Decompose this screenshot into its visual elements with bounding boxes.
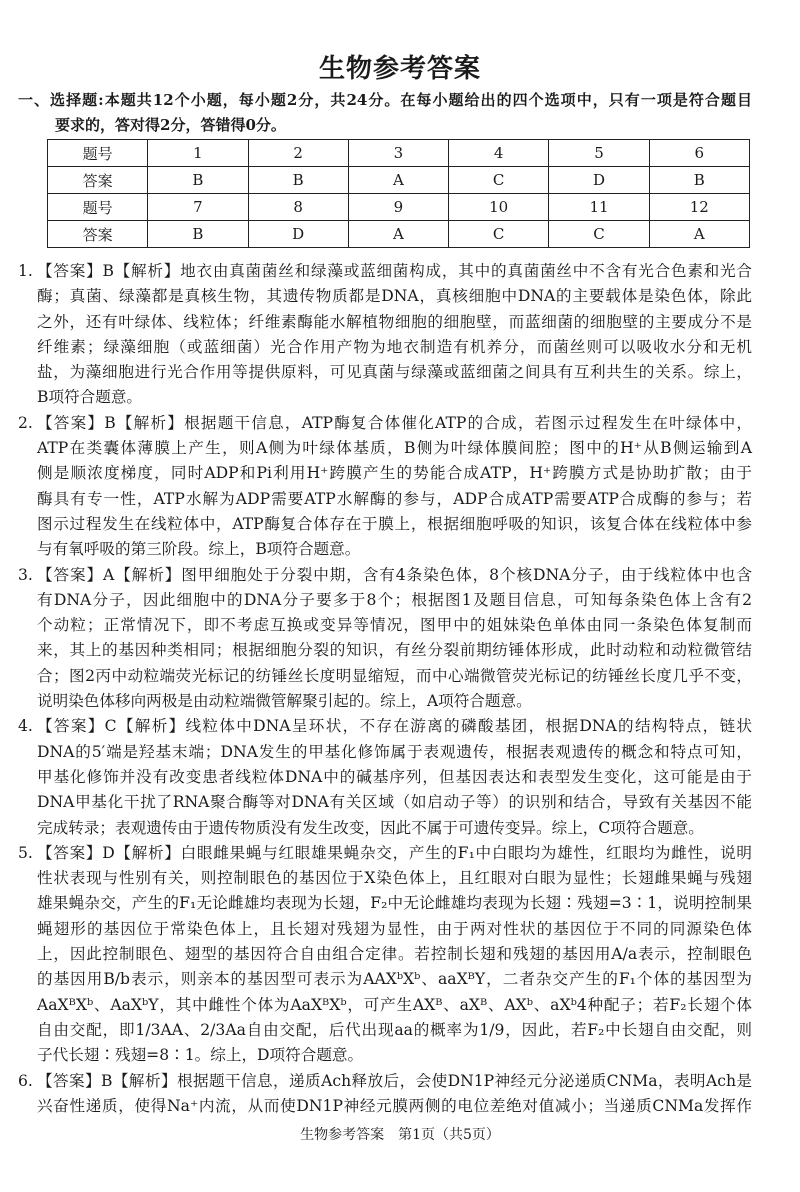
- table-cell: B: [248, 167, 348, 194]
- line-text: 完成转录；表观遗传由于遗传物质没有发生改变，因此不属于可遗传变异。综上，C项符合题意。: [37, 818, 704, 837]
- text-line: [0, 1018, 752, 1043]
- text-line: [0, 790, 752, 815]
- page-title: 生物参考答案: [318, 54, 481, 84]
- answer-explanation: [0, 411, 800, 563]
- line-text: AaXᴮXᵇ、AaXᵇY，其中雌性个体为AaXᴮXᵇ，可产生AXᴮ、aXᴮ、AXᵇ、aXᵇ4种配子；若F₂长翅个体: [37, 995, 752, 1014]
- table-cell: B: [148, 221, 248, 248]
- row-header-cell: 答案: [48, 221, 148, 248]
- text-line: [0, 740, 752, 765]
- line-text: B项符合题意。: [37, 388, 143, 407]
- item-number: 5.: [18, 843, 33, 862]
- row-header-cell: 答案: [48, 167, 148, 194]
- table-row: [48, 221, 750, 248]
- table-cell: 11: [549, 194, 649, 221]
- text-line: [0, 436, 752, 461]
- table-row: [48, 167, 750, 194]
- table-cell: B: [649, 167, 749, 194]
- table-cell: A: [649, 221, 749, 248]
- text-line: [0, 613, 752, 638]
- text-line: [0, 993, 752, 1018]
- table-cell: 2: [248, 140, 348, 167]
- text-line: [0, 512, 752, 537]
- line-text: 酶具有专一性，ATP水解为ADP需要ATP水解酶的参与，ADP合成ATP需要ATP合成酶的参与；若: [37, 489, 752, 508]
- line-text: 图示过程发生在线粒体中，ATP酶复合体存在于膜上，根据细胞呼吸的知识，该复合体在线粒体中参: [37, 514, 752, 533]
- line-text: 【答案】B【解析】地衣由真菌菌丝和绿藻或蓝细菌构成，其中的真菌菌丝中不含有光合色素和光合: [37, 262, 752, 280]
- text-line: [0, 866, 752, 891]
- line-text: 上，因此控制眼色、翅型的基因符合自由组合定律。若控制长翅和残翅的基因用A/a表示，控制眼色: [37, 945, 752, 964]
- page-footer: 生物参考答案 第1页（共5页）: [300, 1127, 500, 1143]
- text-line: [0, 1094, 752, 1119]
- line-text: 的基因用B/b表示，则亲本的基因型可表示为AAXᵇXᵇ、aaXᴮY，二者杂交产生的F₁个体的基因型为: [37, 970, 752, 989]
- answer-explanation: [0, 563, 800, 715]
- line-text: 【答案】A【解析】图甲细胞处于分裂中期，含有4条染色体，8个核DNA分子，由于线粒体中也含: [37, 565, 752, 584]
- item-number: 4.: [18, 717, 33, 736]
- line-text: 性状表现与性别有关，则控制眼色的基因位于X染色体上，且红眼对白眼为显性；长翅雌果蝇与残翅: [37, 869, 752, 888]
- text-line: [0, 335, 752, 360]
- item-number: 3.: [18, 565, 33, 584]
- text-line: [0, 310, 752, 335]
- line-text: DNA的5′端是羟基末端；DNA发生的甲基化修饰属于表观遗传，根据表观遗传的概念和特点可知，: [37, 742, 752, 761]
- line-text: DNA甲基化干扰了RNA聚合酶等对DNA有关区域（如启动子等）的识别和结合，导致有关基因不能: [37, 793, 752, 812]
- table-cell: 5: [549, 140, 649, 167]
- section-instructions: [18, 88, 752, 138]
- text-line: [0, 563, 752, 588]
- explanations: [0, 259, 800, 1119]
- text-line: [0, 841, 752, 866]
- table-cell: D: [549, 167, 649, 194]
- item-number: 2.: [18, 413, 33, 432]
- table-cell: C: [449, 167, 549, 194]
- line-text: 【答案】B【解析】根据题干信息，ATP酶复合体催化ATP的合成，若图示过程发生在叶绿体中，: [37, 413, 752, 432]
- item-number: 1.: [18, 262, 33, 280]
- row-header-cell: 题号: [48, 194, 148, 221]
- text-line: [0, 816, 752, 841]
- table-cell: 7: [148, 194, 248, 221]
- line-text: 【答案】C【解析】线粒体中DNA呈环状，不存在游离的磷酸基团，根据DNA的结构特点，链状: [37, 717, 752, 736]
- table-cell: C: [449, 221, 549, 248]
- section-line-2: 要求的，答对得2分，答错得0分。: [55, 116, 286, 134]
- table-cell: 10: [449, 194, 549, 221]
- text-line: [0, 967, 752, 992]
- table-cell: C: [549, 221, 649, 248]
- table-cell: 3: [348, 140, 448, 167]
- line-text: 个动粒；正常情况下，即不考虑互换或变异等情况，图甲中的姐妹染色单体由同一条染色体复制而: [37, 616, 752, 635]
- text-line: [0, 461, 752, 486]
- answer-explanation: [0, 259, 800, 411]
- text-line: [0, 891, 752, 916]
- text-line: [0, 638, 752, 663]
- line-text: 蝇翅形的基因位于常染色体上，且长翅对残翅为显性，由于两对性状的基因位于不同的同源染色体: [37, 919, 752, 938]
- text-line: [0, 765, 752, 790]
- table-cell: A: [348, 221, 448, 248]
- line-text: 盐，为藻细胞进行光合作用等提供原料，可见真菌与绿藻或蓝细菌之间具有互利共生的关系。综上，: [37, 363, 752, 382]
- table-cell: 1: [148, 140, 248, 167]
- text-line: [0, 942, 752, 967]
- text-line: [0, 537, 752, 562]
- text-line: [0, 1069, 752, 1094]
- text-line: [0, 1043, 752, 1068]
- line-text: 有DNA分子，因此细胞中的DNA分子要多于8个；根据图1及题目信息，可知每条染色体上含有2: [37, 590, 752, 609]
- section-line-1: 一、选择题:本题共12个小题，每小题2分，共24分。在每小题给出的四个选项中，只有一项是符合题目: [18, 91, 752, 109]
- line-text: 纤维素；绿藻细胞（或蓝细菌）光合作用产物为地衣制造有机养分，而菌丝则可以吸收水分和无机: [37, 337, 752, 356]
- line-text: 甲基化修饰并没有改变患者线粒体DNA中的碱基序列，但基因表达和表型发生变化，这可能是由于: [37, 767, 752, 786]
- text-line: [0, 588, 752, 613]
- line-text: 子代长翅∶残翅=8∶1。综上，D项符合题意。: [37, 1046, 364, 1065]
- line-text: 说明染色体移向两极是由动粒端微管解聚引起的。综上，A项符合题意。: [37, 692, 532, 711]
- text-line: [0, 714, 752, 739]
- table-cell: 8: [248, 194, 348, 221]
- line-text: 自由交配，即1/3AA、2/3Aa自由交配，后代出现aa的概率为1/9，因此，若F₂中长翅自由交配，则: [37, 1020, 752, 1039]
- answer-table: [47, 139, 750, 248]
- table-cell: 9: [348, 194, 448, 221]
- line-text: ATP在类囊体薄膜上产生，则A侧为叶绿体基质，B侧为叶绿体膜间腔；图中的H⁺从B侧运输到A: [37, 439, 752, 458]
- line-text: 合；图2丙中动粒端荧光标记的纺锤丝长度明显缩短，而中心端微管荧光标记的纺锤丝长度几乎不变，: [37, 666, 752, 685]
- table-cell: 4: [449, 140, 549, 167]
- text-line: [0, 664, 752, 689]
- line-text: 【答案】D【解析】白眼雌果蝇与红眼雄果蝇杂交，产生的F₁中白眼均为雄性，红眼均为雌性，说明: [37, 843, 752, 862]
- answer-explanation: [0, 1069, 800, 1120]
- table-cell: B: [148, 167, 248, 194]
- line-text: 与有氧呼吸的第三阶段。综上，B项符合题意。: [37, 540, 361, 559]
- answer-explanation: [0, 714, 800, 840]
- line-text: 酶；真菌、绿藻都是真核生物，其遗传物质都是DNA，真核细胞中DNA的主要载体是染色体，除此: [37, 287, 752, 306]
- table-cell: 12: [649, 194, 749, 221]
- table-row: [48, 194, 750, 221]
- table-cell: 6: [649, 140, 749, 167]
- line-text: 雄果蝇杂交，产生的F₁无论雌雄均表现为长翅，F₂中无论雌雄均表现为长翅∶残翅=3∶1，说明控制果: [37, 894, 752, 913]
- row-header-cell: 题号: [48, 140, 148, 167]
- text-line: [0, 917, 752, 942]
- text-line: [0, 385, 752, 410]
- line-text: 侧是顺浓度梯度，同时ADP和Pi利用H⁺跨膜产生的势能合成ATP，H⁺跨膜方式是协助扩散；由于: [37, 464, 752, 483]
- table-cell: A: [348, 167, 448, 194]
- text-line: [0, 689, 752, 714]
- line-text: 来，其上的基因种类相同；根据细胞分裂的知识，有丝分裂前期纺锤体形成，此时动粒和动粒微管结: [37, 641, 752, 660]
- text-line: [0, 411, 752, 436]
- line-text: 兴奋性递质，使得Na⁺内流，从而使DN1P神经元膜两侧的电位差绝对值减小；当递质CNMa发挥作: [37, 1096, 752, 1115]
- table-cell: D: [248, 221, 348, 248]
- line-text: 【答案】B【解析】根据题干信息，递质Ach释放后，会使DN1P神经元分泌递质CNMa，表明Ach是: [37, 1071, 752, 1090]
- text-line: [0, 487, 752, 512]
- text-line: [0, 259, 752, 284]
- item-number: 6.: [18, 1071, 33, 1090]
- text-line: [0, 284, 752, 309]
- table-row: [48, 140, 750, 167]
- answer-explanation: [0, 841, 800, 1069]
- line-text: 之外，还有叶绿体、线粒体；纤维素酶能水解植物细胞的细胞壁，而蓝细菌的细胞壁的主要成分不是: [37, 312, 752, 331]
- text-line: [0, 360, 752, 385]
